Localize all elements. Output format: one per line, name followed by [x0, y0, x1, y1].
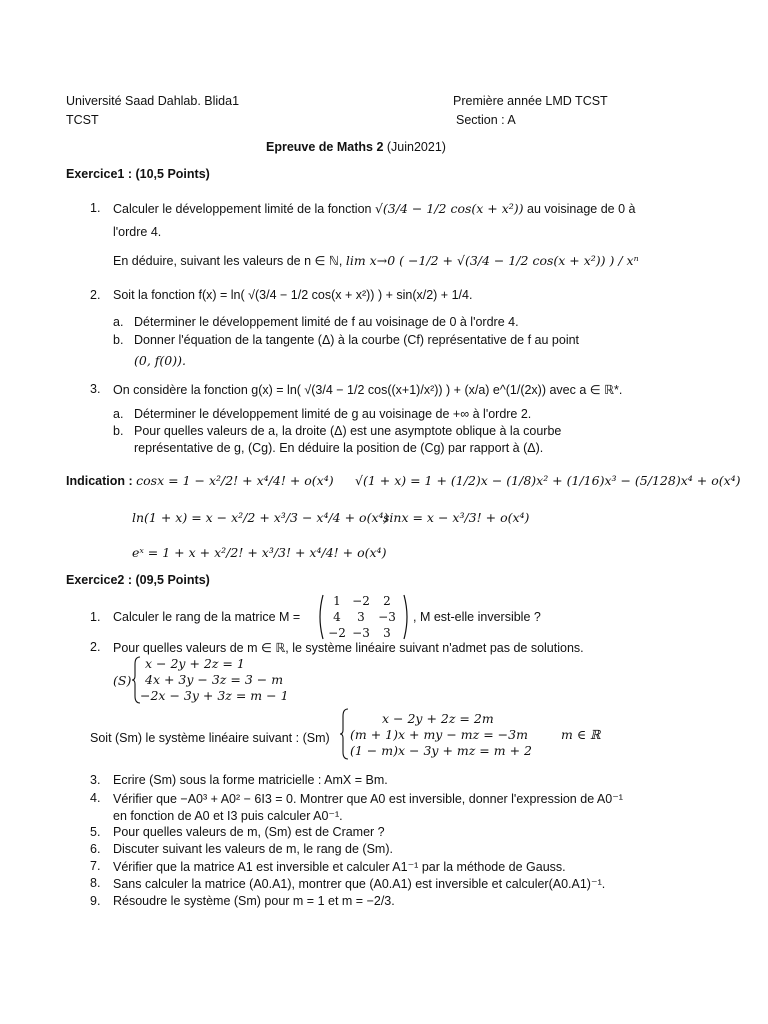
ex2-q2-number: 2. [90, 640, 101, 654]
ex1-q1-text-b: au voisinage de 0 à [527, 202, 636, 216]
indication-label: Indication : [66, 474, 133, 488]
university-name: Université Saad Dahlab. Blida1 [66, 94, 240, 108]
matrix-cell: 4 [333, 610, 341, 624]
matrix-cell: 1 [333, 594, 341, 608]
ex1-q2-text: Soit la fonction f(x) = ln( √(3/4 − 1/2 cos(x + x²)) ) + sin(x/2) + 1/4. [113, 288, 473, 302]
system-sm-eq3: (1 − m)x − 3y + mz = m + 2 [350, 743, 532, 758]
ex2-item-text: Vérifier que la matrice A1 est inversible et calculer A1⁻¹ par la méthode de Gauss. [113, 860, 566, 874]
ex2-item-text: Discuter suivant les valeurs de m, le rang de (Sm). [113, 842, 393, 856]
indication-row-1 [66, 473, 334, 488]
indication-sqrt: √(1 + x) = 1 + (1/2)x − (1/8)x² + (1/16)x³ − (5/128)x⁴ + o(x⁴) [355, 473, 741, 488]
ex1-q2b-label: b. [113, 333, 124, 347]
ex1-q3b-text1: Pour quelles valeurs de a, la droite (Δ) est une asymptote oblique à la courbe [134, 424, 562, 438]
study-year: Première année LMD TCST [453, 94, 608, 108]
system-s-label: (S) [113, 673, 132, 688]
ex1-q2b-point: (0, f(0)). [134, 353, 186, 368]
ex1-q3-text: On considère la fonction g(x) = ln( √(3/4 − 1/2 cos((x+1)/x²)) ) + (x/a) e^(1/(2x)) avec a ∈ ℝ*. [113, 383, 623, 397]
matrix-cell: −3 [352, 626, 370, 640]
ex1-q3a-text: Déterminer le développement limité de g au voisinage de +∞ à l'ordre 2. [134, 407, 532, 421]
ex2-item-text: Sans calculer la matrice (A0.A1), montrer que (A0.A1) est inversible et calculer(A0.A1)⁻¹. [113, 877, 606, 891]
ex1-q2-number: 2. [90, 288, 101, 302]
ex1-q3b-text2: représentative de g, (Cg). En déduire la position de (Cg) par rapport à (Δ). [134, 441, 544, 455]
ex1-q1-number: 1. [90, 201, 101, 215]
system-sm-eq2: (m + 1)x + my − mz = −3m [350, 727, 528, 742]
section: Section : A [456, 113, 516, 127]
ex1-q3-number: 3. [90, 382, 101, 396]
ex1-q2b-text: Donner l'équation de la tangente (Δ) à la courbe (Cf) représentative de f au point [134, 333, 580, 347]
indication-ln: ln(1 + x) = x − x²/2 + x³/3 − x⁴/4 + o(x⁴) [132, 510, 389, 525]
system-sm-brace [340, 708, 350, 760]
system-s-eq3: −2x − 3y + 3z = m − 1 [140, 688, 289, 703]
ex1-q1-limit: lim x→0 ( −1/2 + √(3/4 − 1/2 cos(x + x²)) ) / xⁿ [345, 253, 639, 268]
exercise1-heading: Exercice1 : (10,5 Points) [66, 167, 210, 181]
ex2-item-text: Vérifier que −A0³ + A0² − 6I3 = 0. Montrer que A0 est inversible, donner l'expression de A0⁻¹ [113, 792, 623, 806]
matrix-cell: −2 [328, 626, 346, 640]
matrix-cell: −2 [352, 594, 370, 608]
ex2-item-number: 7. [90, 859, 101, 873]
ex2-item-number: 8. [90, 876, 101, 890]
ex1-q1-deduce [113, 253, 639, 268]
ex2-item-text: en fonction de A0 et I3 puis calculer A0⁻¹. [113, 809, 343, 823]
system-sm-eq1: x − 2y + 2z = 2m [382, 711, 494, 726]
ex1-q3b-label: b. [113, 424, 124, 438]
ex1-q3a-label: a. [113, 407, 124, 421]
matrix-cell: 3 [383, 626, 391, 640]
ex1-q1-deduce-text: En déduire, suivant les valeurs de n ∈ ℕ, [113, 254, 343, 268]
system-sm-domain: m ∈ ℝ [561, 727, 601, 742]
ex2-q1-text: Calculer le rang de la matrice M = [113, 610, 301, 624]
ex2-item-text: Ecrire (Sm) sous la forme matricielle : AmX = Bm. [113, 773, 388, 787]
exam-title-main: Epreuve de Maths 2 [266, 140, 384, 154]
ex2-q1-number: 1. [90, 610, 101, 624]
ex2-item-number: 9. [90, 894, 101, 908]
matrix-m [316, 594, 411, 640]
ex1-q2a-label: a. [113, 315, 124, 329]
system-s-eq2: 4x + 3y − 3z = 3 − m [145, 672, 284, 687]
system-s-eq1: x − 2y + 2z = 1 [145, 656, 245, 671]
ex2-item-number: 3. [90, 773, 101, 787]
ex2-item-text: Résoudre le système (Sm) pour m = 1 et m = −2/3. [113, 894, 395, 908]
ex2-q2-text: Pour quelles valeurs de m ∈ ℝ, le système linéaire suivant n'admet pas de solutions. [113, 641, 584, 655]
matrix-cell: 2 [383, 594, 391, 608]
matrix-cells [326, 594, 401, 641]
ex1-q1-text [113, 201, 635, 216]
indication-exp: eˣ = 1 + x + x²/2! + x³/3! + x⁴/4! + o(x⁴) [132, 545, 387, 560]
matrix-cell: 3 [357, 610, 365, 624]
exercise2-heading: Exercice2 : (09,5 Points) [66, 573, 210, 587]
department: TCST [66, 113, 99, 127]
indication-sin: sinx = x − x³/3! + o(x⁴) [383, 510, 530, 525]
ex2-item-number: 5. [90, 825, 101, 839]
ex1-q1-text-a: Calculer le développement limité de la fonction [113, 202, 372, 216]
ex2-item-number: 6. [90, 842, 101, 856]
ex2-item-number: 4. [90, 791, 101, 805]
ex2-item-text: Pour quelles valeurs de m, (Sm) est de Cramer ? [113, 825, 385, 839]
exam-title-date: (Juin2021) [386, 140, 446, 154]
indication-cos: cosx = 1 − x²/2! + x⁴/4! + o(x⁴) [136, 473, 334, 488]
ex2-q1-after: , M est-elle inversible ? [413, 610, 541, 624]
ex1-q1-order: l'ordre 4. [113, 225, 162, 239]
exam-title [266, 140, 446, 154]
matrix-cell: −3 [378, 610, 396, 624]
ex1-q1-expression: √(3/4 − 1/2 cos(x + x²)) [374, 201, 524, 216]
system-sm-intro: Soit (Sm) le système linéaire suivant : (Sm) [90, 731, 330, 745]
ex1-q2a-text: Déterminer le développement limité de f au voisinage de 0 à l'ordre 4. [134, 315, 519, 329]
